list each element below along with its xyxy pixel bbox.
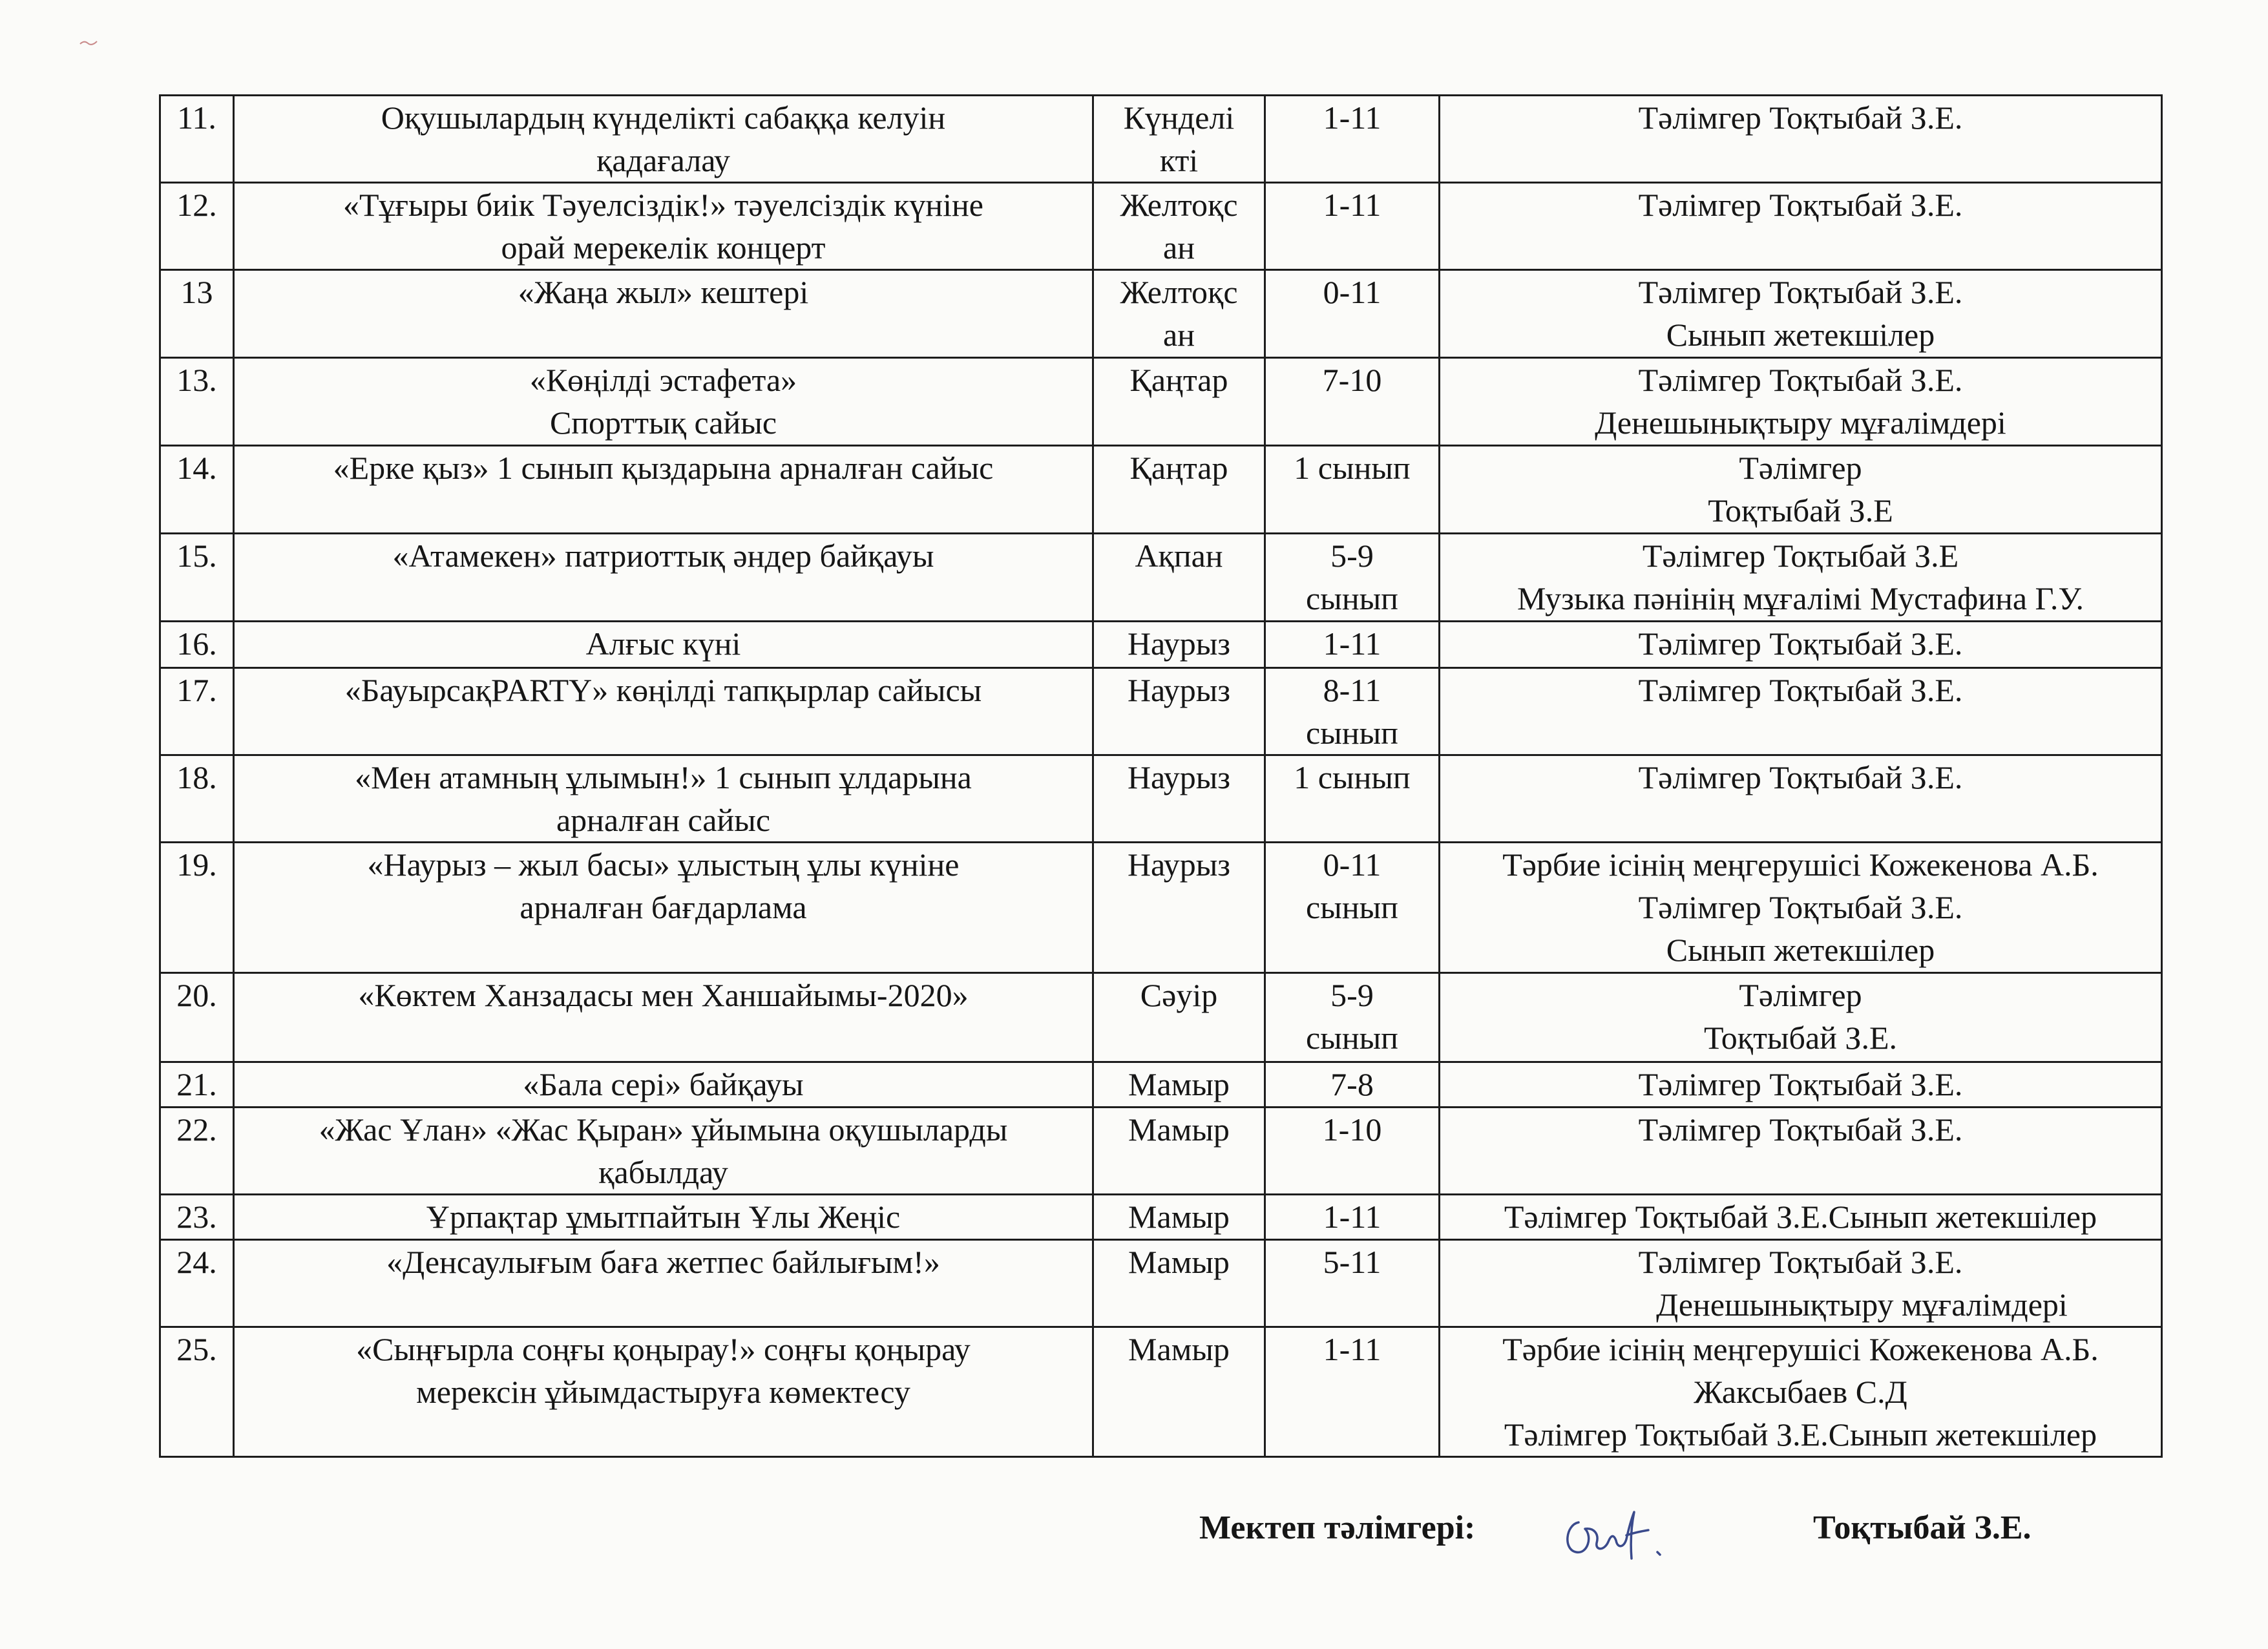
grade-line: 8-11 [1323,672,1381,708]
responsible-cell [1440,668,2162,755]
grade-cell [1265,534,1440,622]
month-line: Наурыз [1127,759,1231,795]
grade-line: 5-9 [1330,977,1374,1013]
event-line: «Мен атамның ұлымын!» 1 сынып ұлдарына [355,759,972,795]
responsible-line: Тәлімгер Тоқтыбай З.Е. [1638,625,1963,662]
event-cell [234,668,1093,755]
event-cell [234,973,1093,1062]
month-line: Желтоқс [1120,274,1238,310]
event-cell [234,1240,1093,1327]
responsible-cell [1440,358,2162,446]
event-line: «Денсаулығым баға жетпес байлығым!» [386,1244,940,1280]
month-line: Наурыз [1127,625,1231,662]
month-cell [1093,973,1265,1062]
table-row [160,1108,2162,1195]
month-cell [1093,622,1265,668]
grade-line: 1-11 [1323,187,1381,223]
month-cell [1093,446,1265,534]
row-number: 19. [160,843,234,973]
month-line: Ақпан [1135,538,1223,574]
table-row [160,843,2162,973]
responsible-cell [1440,1240,2162,1327]
month-cell [1093,1062,1265,1108]
table-row [160,534,2162,622]
event-line: мерексін ұйымдастыруға көмектесу [416,1374,910,1410]
grade-line: 1-11 [1323,625,1381,662]
event-line: «Наурыз – жыл басы» ұлыстың ұлы күніне [367,846,960,883]
grade-cell [1265,1062,1440,1108]
responsible-line: Денешынықтыру мұғалімдері [1595,404,2006,441]
grade-cell [1265,270,1440,358]
grade-line: 1 сынып [1294,759,1411,795]
row-number: 20. [160,973,234,1062]
responsible-cell [1440,1108,2162,1195]
responsible-line: Тәлімгер Тоқтыбай З.Е.Сынып жетекшілер [1504,1416,2097,1453]
event-plan-table [159,94,2163,1458]
responsible-line: Тәлімгер Тоқтыбай З.Е. [1638,1111,1963,1148]
responsible-cell [1440,622,2162,668]
responsible-line: Тоқтыбай З.Е. [1704,1020,1897,1056]
event-cell [234,1108,1093,1195]
event-line: қадағалау [596,142,730,178]
event-cell [234,755,1093,843]
grade-line: сынып [1306,889,1398,925]
row-number: 25. [160,1327,234,1457]
row-number: 12. [160,183,234,270]
event-cell [234,1062,1093,1108]
month-line: Мамыр [1128,1066,1230,1102]
event-cell [234,183,1093,270]
responsible-line: Тәлімгер Тоқтыбай З.Е. [1638,274,1963,310]
month-line: Желтоқс [1120,187,1238,223]
month-cell [1093,1327,1265,1457]
responsible-line: Тоқтыбай З.Е [1708,492,1893,529]
signatory-name: Тоқтыбай З.Е. [1813,1509,2032,1546]
grade-cell [1265,358,1440,446]
table-row [160,1327,2162,1457]
month-cell [1093,668,1265,755]
event-line: орай мерекелік концерт [501,229,826,266]
responsible-cell [1440,96,2162,183]
responsible-cell [1440,270,2162,358]
event-line: арналған бағдарлама [520,889,807,925]
responsible-line: Тәлімгер Тоқтыбай З.Е. [1638,889,1963,925]
table-row [160,668,2162,755]
grade-line: сынып [1306,580,1398,616]
grade-cell [1265,183,1440,270]
responsible-line: Тәлімгер Тоқтыбай З.Е. [1638,1244,1963,1280]
grade-cell [1265,1240,1440,1327]
month-line: кті [1159,142,1199,178]
event-line: Ұрпақтар ұмытпайтын Ұлы Жеңіс [426,1199,901,1235]
grade-line: 5-11 [1323,1244,1381,1280]
month-line: Наурыз [1127,672,1231,708]
signature-label: Мектеп тәлімгері: [1199,1509,1476,1546]
table-row [160,755,2162,843]
event-line: «Атамекен» патриоттық әндер байқауы [392,538,934,574]
table-row [160,183,2162,270]
grade-cell [1265,1195,1440,1240]
event-cell [234,843,1093,973]
month-line: Мамыр [1128,1199,1230,1235]
event-line: «Тұғыры биік Тәуелсіздік!» тәуелсіздік күніне [342,187,983,223]
grade-cell [1265,973,1440,1062]
month-cell [1093,96,1265,183]
event-cell [234,270,1093,358]
grade-cell [1265,1327,1440,1457]
event-line: арналған сайыс [556,802,771,838]
event-cell [234,622,1093,668]
table-row [160,96,2162,183]
table-row [160,358,2162,446]
row-number: 24. [160,1240,234,1327]
responsible-line: Музыка пәнінің мұғалімі Мустафина Г.У. [1517,580,2084,616]
grade-line: 0-11 [1323,846,1381,883]
responsible-cell [1440,183,2162,270]
row-number: 23. [160,1195,234,1240]
responsible-line: Тәрбие ісінің меңгерушісі Кожекенова А.Б. [1502,846,2099,883]
table-row [160,622,2162,668]
event-line: «Жас Ұлан» «Жас Қыран» ұйымына оқушыларды [319,1111,1008,1148]
month-cell [1093,755,1265,843]
responsible-cell [1440,755,2162,843]
responsible-line: Тәлімгер Тоқтыбай З.Е. [1638,100,1963,136]
grade-line: 1 сынып [1294,450,1411,486]
row-number: 21. [160,1062,234,1108]
grade-line: 1-11 [1323,1199,1381,1235]
event-line: «Көңілді эстафета» [529,362,797,398]
month-line: Мамыр [1128,1331,1230,1367]
grade-cell [1265,843,1440,973]
month-line: Қаңтар [1129,450,1228,486]
grade-line: 7-8 [1330,1066,1374,1102]
responsible-line: Тәлімгер Тоқтыбай З.Е.Сынып жетекшілер [1504,1199,2097,1235]
event-cell [234,358,1093,446]
month-line: Күнделі [1123,100,1235,136]
table-row [160,270,2162,358]
month-line: Сәуір [1140,977,1218,1013]
row-number: 15. [160,534,234,622]
month-line: ан [1163,317,1195,353]
month-cell [1093,843,1265,973]
month-cell [1093,1108,1265,1195]
month-cell [1093,1240,1265,1327]
grade-cell [1265,668,1440,755]
grade-line: 1-11 [1323,1331,1381,1367]
event-line: «Көктем Ханзадасы мен Ханшайымы-2020» [358,977,969,1013]
responsible-cell [1440,446,2162,534]
month-cell [1093,534,1265,622]
table-row [160,1195,2162,1240]
event-cell [234,96,1093,183]
event-cell [234,1195,1093,1240]
month-line: Қаңтар [1129,362,1228,398]
responsible-cell [1440,1195,2162,1240]
month-cell [1093,1195,1265,1240]
event-line: Оқушылардың күнделікті сабаққа келуін [381,100,946,136]
row-number: 13. [160,358,234,446]
responsible-line: Сынып жетекшілер [1666,317,1935,353]
table-row [160,446,2162,534]
responsible-line: Сынып жетекшілер [1666,932,1935,968]
month-line: Мамыр [1128,1244,1230,1280]
event-line: «БауырсақPARTY» көңілді тапқырлар сайысы [344,672,982,708]
table-row [160,1240,2162,1327]
grade-line: сынып [1306,715,1398,751]
row-number: 17. [160,668,234,755]
grade-line: 0-11 [1323,274,1381,310]
responsible-line: Тәлімгер Тоқтыбай З.Е. [1638,362,1963,398]
event-line: «Жаңа жыл» кештері [518,274,809,310]
responsible-cell [1440,534,2162,622]
grade-line: 1-10 [1322,1111,1382,1148]
row-number: 11. [160,96,234,183]
event-line: «Бала сері» байқауы [523,1066,804,1102]
event-line: Алғыс күні [585,625,741,662]
grade-line: 7-10 [1322,362,1382,398]
event-line: «Ерке қыз» 1 сынып қыздарына арналған сайыс [333,450,994,486]
month-line: ан [1163,229,1195,266]
responsible-line: Тәлімгер Тоқтыбай З.Е. [1638,187,1963,223]
event-line: қабылдау [598,1154,728,1190]
responsible-line: Тәрбие ісінің меңгерушісі Кожекенова А.Б. [1502,1331,2099,1367]
scan-speck-mark [78,37,103,47]
responsible-line: Тәлімгер [1739,450,1862,486]
event-cell [234,446,1093,534]
grade-line: сынып [1306,1020,1398,1056]
responsible-line: Жаксыбаев С.Д [1694,1374,1907,1410]
responsible-line: Тәлімгер Тоқтыбай З.Е. [1638,672,1963,708]
event-line: Спорттық сайыс [549,404,777,441]
grade-cell [1265,755,1440,843]
grade-line: 5-9 [1330,538,1374,574]
responsible-cell [1440,843,2162,973]
row-number: 22. [160,1108,234,1195]
table-row [160,973,2162,1062]
responsible-line: Тәлімгер Тоқтыбай З.Е. [1638,1066,1963,1102]
month-line: Наурыз [1127,846,1231,883]
grade-line: 1-11 [1323,100,1381,136]
table-row [160,1062,2162,1108]
grade-cell [1265,1108,1440,1195]
responsible-line: Тәлімгер Тоқтыбай З.Е. [1638,759,1963,795]
row-number: 14. [160,446,234,534]
month-cell [1093,358,1265,446]
responsible-line: Тәлімгер Тоқтыбай З.Е [1642,538,1959,574]
row-number: 16. [160,622,234,668]
month-cell [1093,183,1265,270]
handwritten-signature [1554,1497,1683,1568]
grade-cell [1265,622,1440,668]
event-cell [234,534,1093,622]
responsible-cell [1440,1327,2162,1457]
event-cell [234,1327,1093,1457]
row-number: 18. [160,755,234,843]
month-line: Мамыр [1128,1111,1230,1148]
responsible-cell [1440,1062,2162,1108]
month-cell [1093,270,1265,358]
responsible-line: Тәлімгер [1739,977,1862,1013]
grade-cell [1265,96,1440,183]
row-number: 13 [160,270,234,358]
responsible-line: Денешынықтыру мұғалімдері [1656,1287,2068,1323]
event-line: «Сыңғырла соңғы қоңырау!» соңғы қоңырау [356,1331,971,1367]
responsible-cell [1440,973,2162,1062]
grade-cell [1265,446,1440,534]
